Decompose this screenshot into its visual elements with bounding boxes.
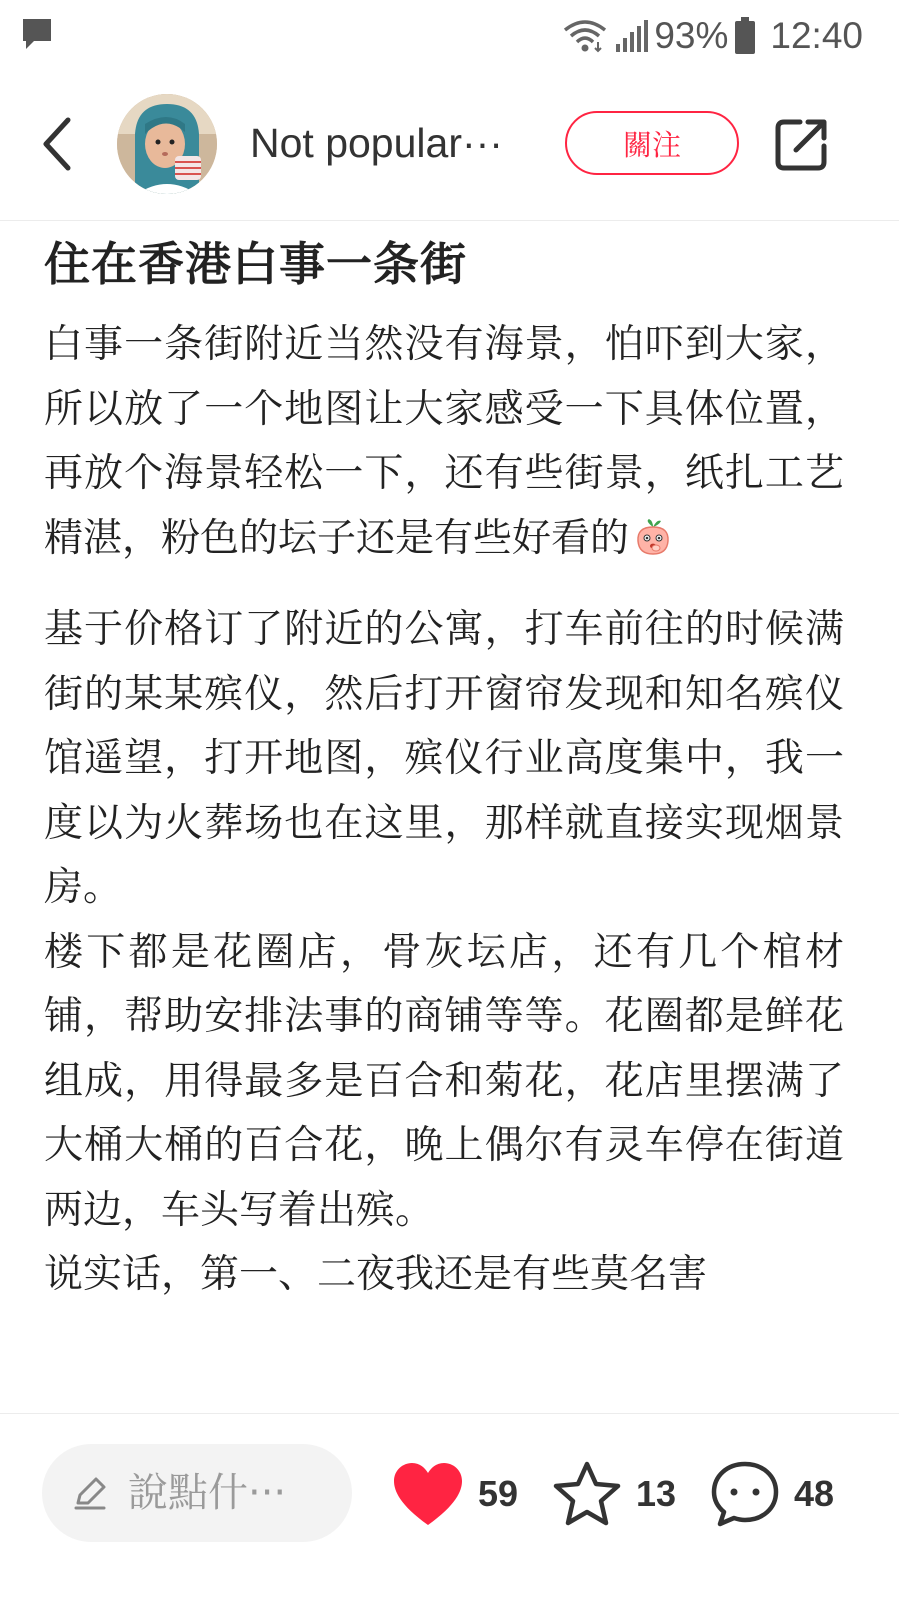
paragraph-text: 白事一条街附近当然没有海景，怕吓到大家，所以放了一个地图让大家感受一下具体位置，再放个海景轻松一下，还有些街景，纸扎工艺精湛，粉色的坛子还是有些好看的 xyxy=(44,322,844,561)
chevron-left-icon xyxy=(34,112,82,176)
collect-button[interactable] xyxy=(552,1450,676,1538)
note-paragraph: 说实话，第一、二夜我还是有些莫名害 xyxy=(44,1252,708,1297)
author-name[interactable]: Not popular··· xyxy=(250,120,503,166)
signal-icon xyxy=(614,18,648,54)
battery-icon xyxy=(734,17,756,55)
comment-count: 48 xyxy=(794,1473,835,1514)
comment-button[interactable] xyxy=(710,1450,834,1538)
follow-button[interactable]: 關注 xyxy=(565,111,739,175)
heart-icon xyxy=(392,1461,464,1527)
note-header xyxy=(0,72,899,221)
battery-percent: 93% xyxy=(654,15,729,56)
comment-bubble-icon xyxy=(710,1460,780,1528)
wifi-icon xyxy=(562,18,608,54)
bottom-action-bar xyxy=(0,1413,899,1600)
note-paragraph: 基于价格订了附近的公寓，打车前往的时候满街的某某殡仪，然后打开窗帘发现和知名殡仪馆遥望，打开地图，殡仪行业高度集中，我一度以为火葬场也在这里，那样就直接实现烟景房。 xyxy=(44,607,844,910)
status-indicators xyxy=(562,14,863,58)
comment-input[interactable] xyxy=(42,1444,352,1542)
collect-count: 13 xyxy=(636,1473,677,1514)
share-button[interactable] xyxy=(774,116,830,172)
note-paragraph xyxy=(44,313,844,571)
note-paragraph: 楼下都是花圈店，骨灰坛店，还有几个棺材铺，帮助安排法事的商铺等等。花圈都是鲜花组成，用得最多是百合和菊花，花店里摆满了大桶大桶的百合花，晚上偶尔有灵车停在街道两边，车头写着出殡。 xyxy=(44,929,844,1233)
pencil-icon xyxy=(72,1475,108,1511)
note-body xyxy=(44,313,844,1308)
clock: 12:40 xyxy=(770,15,863,56)
message-icon xyxy=(20,16,54,52)
note-content[interactable] xyxy=(0,221,899,1413)
comment-placeholder: 說點什··· xyxy=(128,1470,287,1516)
status-bar xyxy=(0,0,899,72)
star-icon xyxy=(552,1460,622,1528)
like-button[interactable] xyxy=(392,1450,518,1538)
avatar[interactable] xyxy=(117,94,217,194)
peach-emoji-icon xyxy=(633,513,673,553)
back-button[interactable] xyxy=(34,112,82,176)
note-title: 住在香港白事一条街 xyxy=(44,237,467,291)
share-icon xyxy=(774,116,830,172)
like-count: 59 xyxy=(478,1473,519,1514)
